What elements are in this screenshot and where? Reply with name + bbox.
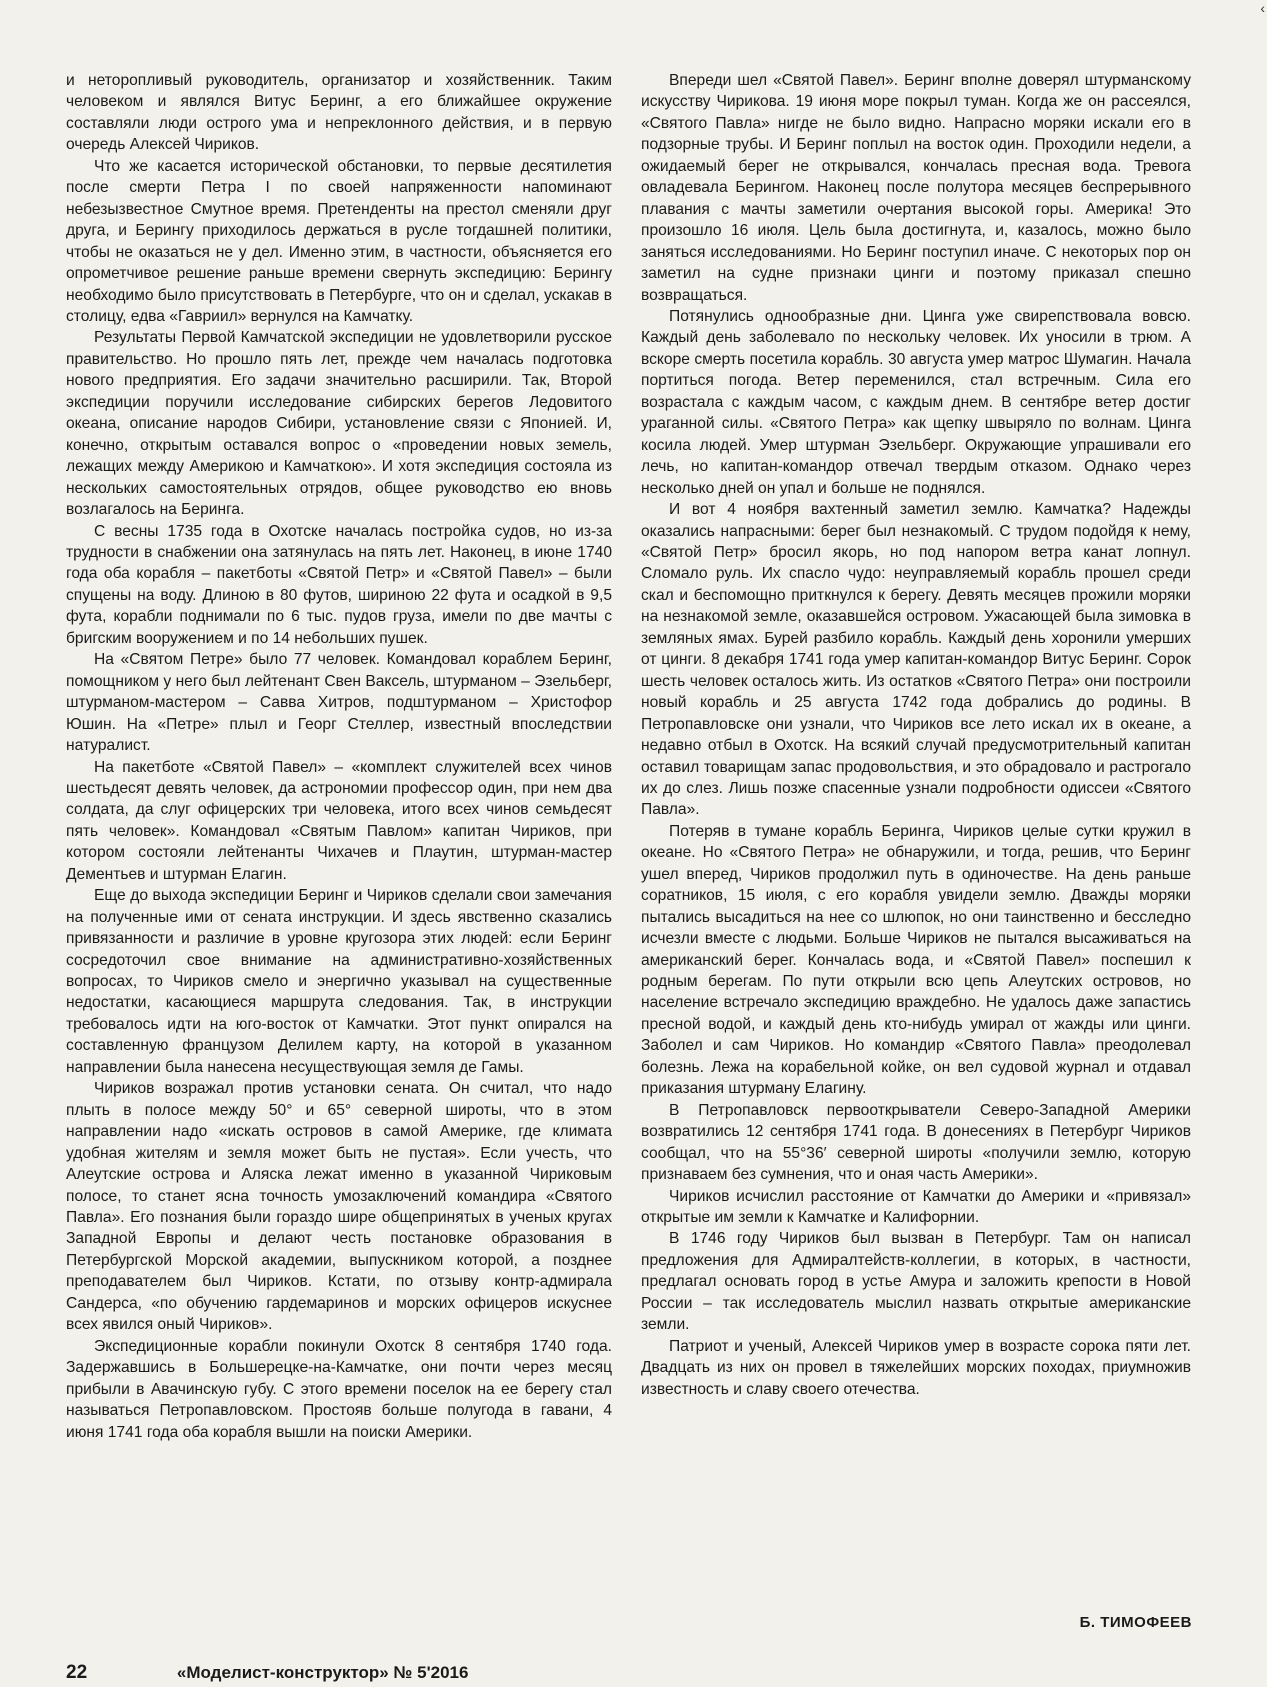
paragraph: На пакетботе «Святой Павел» – «комплект служителей всех чинов шестьдесят девять человек, да астрономии профессор один, при нем два солдата, да слуг офицерских три человека, итого всех чинов семьдесят пять человек». Командовал «Святым Павлом» капитан Чириков, при котором состояли лейтенанты Чихачев и Плаутин, штурман-мастер Дементьев и штурман Елагин.: [66, 758, 612, 883]
paragraph: Потянулись однообразные дни. Цинга уже свирепствовала вовсю. Каждый день заболевало по нескольку человек. Их уносили в трюм. А вскоре смерть посетила корабль. 30 августа умер матрос Шумагин. Начала портиться погода. Ветер переменился, стал встречным. Сила его возрастала с каждым часом, с каждым днем. В сентябре ветер достиг ураганной силы. «Святого Петра» как щепку швыряло по волнам. Цинга косила людей. Умер штурман Эзельберг. Окружающие упрашивали его лечь, но капитан-командор отвечал твердым отказом. Однако через несколько дней он упал и больше не поднялся.: [641, 307, 1191, 497]
edge-mark: ‹: [1260, 0, 1265, 16]
paragraph: В Петропавловск первооткрыватели Северо-Западной Америки возвратились 12 сентября 1741 года. В донесениях в Петербург Чириков сообщал, что на 55°36′ северной широты «получили землю, которую признаваем без сумнения, что и оная часть Америки».: [641, 1101, 1191, 1184]
paragraph: На «Святом Петре» было 77 человек. Командовал кораблем Беринг, помощником у него был лейтенант Свен Ваксель, штурманом – Эзельберг, штурманом-мастером – Савва Хитров, подштурманом – Христофор Юшин. На «Петре» плыл и Георг Стеллер, известный впоследствии натуралист.: [66, 651, 612, 755]
paragraph: Чириков исчислил расстояние от Камчатки до Америки и «привязал» открытые им земли к Камчатке и Калифорнии.: [641, 1187, 1191, 1227]
paragraph: Результаты Первой Камчатской экспедиции не удовлетворили русское правительство. Но прошло пять лет, прежде чем началась подготовка нового предприятия. Его задачи значительно расширили. Так, Второй экспедиции поручили исследование сибирских берегов Ледовитого океана, описание народов Сибири, установление связи с Японией. И, конечно, открытым оставался вопрос о «проведении новых земель, лежащих между Америкою и Камчаткою». И хотя экспедиция состояла из нескольких самостоятельных отрядов, общее руководство ею вновь возлагалось на Беринга.: [66, 329, 612, 519]
paragraph: Впереди шел «Святой Павел». Беринг вполне доверял штурманскому искусству Чирикова. 19 июня море покрыл туман. Когда же он рассеялся, «Святого Павла» нигде не было видно. Напрасно моряки искали его в подзорные трубы. И Беринг поплыл на восток один. Проходили недели, а ожидаемый берег не открывался, кончалась пресная вода. Тревога овладевала Берингом. Наконец после полутора месяцев беспрерывного плавания с мачты заметили очертания высокой горы. Америка! Это произошло 16 июля. Цель была достигнута, и, казалось, можно было заняться исследованиями. Но Беринг поступил иначе. С некоторых пор он заметил на судне признаки цинги и поэтому приказал спешно возвращаться.: [641, 72, 1191, 304]
paragraph: С весны 1735 года в Охотске началась постройка судов, но из-за трудности в снабжении она затянулась на пять лет. Наконец, в июне 1740 года оба корабля – пакетботы «Святой Петр» и «Святой Павел» – были спущены на воду. Длиною в 80 футов, шириною 22 фута и осадкой в 9,5 фута, корабли поднимали по 6 тыс. пудов груза, имели по две мачты с бригским вооружением и по 14 небольших пушек.: [66, 522, 612, 647]
paragraph: Патриот и ученый, Алексей Чириков умер в возрасте сорока пяти лет. Двадцать из них он провел в тяжелейших морских походах, приумножив известность и славу своего отечества.: [641, 1337, 1191, 1398]
paragraph: Потеряв в тумане корабль Беринга, Чириков целые сутки кружил в океане. Но «Святого Петра» не обнаружили, и тогда, решив, что Беринг ушел вперед, Чириков продолжил путь в одиночестве. На день раньше соратников, 15 июля, с его корабля увидели землю. Дважды моряки пытались высадиться на нее со шлюпок, но они таинственно и бесследно исчезли вместе с людьми. Больше Чириков не пытался высаживаться на американский берег. Кончалась вода, и «Святой Павел» поспешил к родным берегам. По пути открыли всю цепь Алеутских островов, но население встречало экспедицию враждебно. Не удалось даже запастись пресной водой, и каждый день кто-нибудь умирал от жажды или цинги. Заболел и сам Чириков. Но командир «Святого Павла» преодолевал болезнь. Лежа на корабельной койке, он вел судовой журнал и отдавал приказания штурману Елагину.: [641, 822, 1191, 1098]
paragraph: В 1746 году Чириков был вызван в Петербург. Там он написал предложения для Адмиралтейств-коллегии, в которых, в частности, предлагал основать город в устье Амура и заложить крепости в Новой России – так исследователь мыслил назвать открытые американские земли.: [641, 1230, 1191, 1334]
page-footer: [66, 1662, 468, 1684]
author-signature: Б. ТИМОФЕЕВ: [1079, 1614, 1192, 1631]
right-column: [641, 70, 1191, 1400]
publication-title: «Моделист-конструктор» № 5'2016: [176, 1663, 469, 1682]
paragraph: Еще до выхода экспедиции Беринг и Чириков сделали свои замечания на полученные ими от сената инструкции. И здесь явственно сказались привязанности и различие в уровне кругозора этих людей: если Беринг сосредоточил свое внимание на административно-хозяйственных вопросах, то Чириков смело и энергично указывал на существенные недостатки, касающиеся маршрута следования. Так, в инструкции требовалось идти на юго-восток от Камчатки. Этот пункт опирался на составленную французом Делилем карту, на которой в указанном направлении была нанесена несуществующая земля де Гамы.: [66, 887, 612, 1076]
page-number: 22: [66, 1662, 88, 1683]
paragraph: Что же касается исторической обстановки, то первые десятилетия после смерти Петра I по своей напряженности напоминают небезызвестное Смутное время. Претенденты на престол сменяли друг друга, и Берингу приходилось держаться в русле тогдашней политики, чтобы не оказаться не у дел. Именно этим, в частности, объясняется его опрометчивое решение раньше времени свернуть экспедицию: Берингу необходимо было присутствовать в Петербурге, что он и сделал, ускакав в столицу, едва «Гавриил» вернулся на Камчатку.: [66, 157, 612, 325]
left-column: [66, 70, 612, 1443]
paragraph: Чириков возражал против установки сената. Он считал, что надо плыть в полосе между 50° и 65° северной широты, что в этом направлении надо «искать островов в самой Америке, где климата удобная жителям и земля может быть не пустая». Если учесть, что Алеутские острова и Аляска лежат именно в указанной Чириковым полосе, то станет ясна точность умозаключений командира «Святого Павла». Его познания были гораздо шире общепринятых в ученых кругах Западной Европы и делают честь постановке образования в Петербургской Морской академии, выпускником которой, а позднее преподавателем был Чириков. Кстати, по отзыву контр-адмирала Сандерса, «по обучению гардемаринов и морских офицеров искуснее всех явился оный Чириков».: [66, 1080, 612, 1334]
paragraph: И вот 4 ноября вахтенный заметил землю. Камчатка? Надежды оказались напрасными: берег был незнакомый. С трудом подойдя к нему, «Святой Петр» бросил якорь, но под напором ветра канат лопнул. Сломало руль. Их спасло чудо: неуправляемый корабль прошел среди скал и беспомощно приткнулся к берегу. Девять месяцев прожили моряки на незнакомой земле, оказавшейся островом. Ужасающей была зимовка в земляных ямах. Бурей разбило корабль. Каждый день хоронили умерших от цинги. 8 декабря 1741 года умер капитан-командор Витус Беринг. Сорок шесть человек осталось жить. Из остатков «Святого Петра» они построили новый корабль и 25 августа 1742 года добрались до родины. В Петропавловске они узнали, что Чириков все лето искал их в океане, а недавно отбыл в Охотск. На всякий случай предусмотрительный капитан оставил товарищам запас продовольствия, и это обрадовало и растрогало их до слез. Лишь позже спасенные узнали подробности одиссеи «Святого Павла».: [641, 501, 1191, 819]
paragraph: Экспедиционные корабли покинули Охотск 8 сентября 1740 года. Задержавшись в Большерецке-на-Камчатке, они почти через месяц прибыли в Авачинскую губу. С этого времени поселок на ее берегу стал называться Петропавловском. Простояв больше полугода в гавани, 4 июня 1741 года оба корабля вышли на поиски Америки.: [66, 1337, 612, 1441]
paragraph: и неторопливый руководитель, организатор и хозяйственник. Таким человеком и являлся Витус Беринг, а его ближайшее окружение составляли люди острого ума и непреклонного действия, и в первую очередь Алексей Чириков.: [66, 72, 612, 154]
